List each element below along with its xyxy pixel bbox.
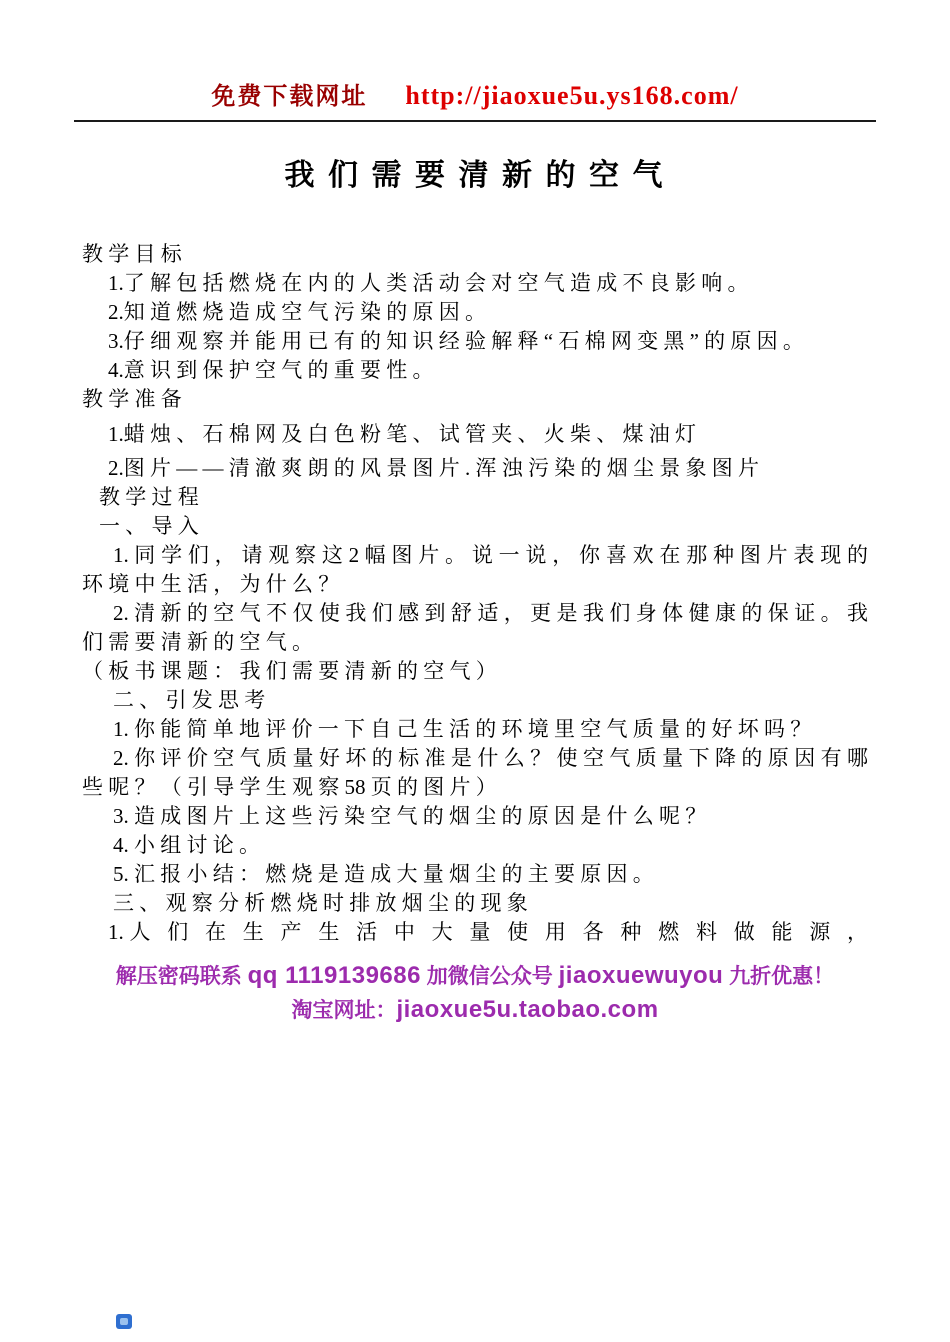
paragraph: 2.知 道 燃 烧 造 成 空 气 污 染 的 原 因 。 bbox=[108, 300, 486, 324]
paragraph: 4. 小 组 讨 论 。 bbox=[113, 833, 260, 857]
paragraph: 3.仔 细 观 察 并 能 用 已 有 的 知 识 经 验 解 释 “ 石 棉 网 变 黑 ” 的 原 因 。 bbox=[108, 329, 804, 353]
document-title: 我 们 需 要 清 新 的 空 气 bbox=[284, 159, 666, 192]
footer-wechat-account: jiaoxuewuyou bbox=[558, 962, 724, 989]
paragraph: 一 、 导 入 bbox=[99, 514, 199, 538]
paragraph: 1. 同 学 们 ， 请 观 察 这 2 幅 图 片 。 说 一 说 ， 你 喜 欢 在 那 种 图 片 表 现 的 环 境 中 生 活 ， 为 什 么 ？ bbox=[82, 543, 868, 596]
blue-corner-icon bbox=[116, 1314, 132, 1329]
paragraph: 1.蜡 烛 、 石 棉 网 及 白 色 粉 笔 、 试 管 夹 、 火 柴 、 煤 油 灯 bbox=[108, 422, 696, 446]
paragraph: 5. 汇 报 小 结 ： 燃 烧 是 造 成 大 量 烟 尘 的 主 要 原 因 。 bbox=[113, 862, 654, 886]
paragraph: 2. 你 评 价 空 气 质 量 好 坏 的 标 准 是 什 么 ？ 使 空 气 质 量 下 降 的 原 因 有 哪 些 呢 ？ （ 引 导 学 生 观 察 58 页 的 图 片 ） bbox=[82, 746, 868, 799]
paragraph: 教 学 过 程 bbox=[99, 485, 199, 509]
paragraph: 2.图 片 — — 清 澈 爽 朗 的 风 景 图 片 . 浑 浊 污 染 的 烟 尘 景 象 图 片 bbox=[108, 456, 759, 480]
footer-discount-label: 九折优惠！ bbox=[723, 965, 835, 988]
paragraph: 1.了 解 包 括 燃 烧 在 内 的 人 类 活 动 会 对 空 气 造 成 不 良 影 响 。 bbox=[108, 271, 749, 295]
paragraph: 三 、 观 察 分 析 燃 烧 时 排 放 烟 尘 的 现 象 bbox=[113, 891, 528, 915]
paragraph: 2. 清 新 的 空 气 不 仅 使 我 们 感 到 舒 适 ， 更 是 我 们 身 体 健 康 的 保 证 。 我 们 需 要 清 新 的 空 气 。 bbox=[82, 601, 868, 654]
paragraph: 3. 造 成 图 片 上 这 些 污 染 空 气 的 烟 尘 的 原 因 是 什 么 呢 ？ bbox=[113, 804, 707, 828]
footer-qq-number: qq 1119139686 bbox=[247, 962, 421, 989]
paragraph: 二 、 引 发 思 考 bbox=[113, 688, 266, 712]
document-body bbox=[82, 240, 868, 947]
paragraph: 1. 你 能 简 单 地 评 价 一 下 自 己 生 活 的 环 境 里 空 气 质 量 的 好 坏 吗 ？ bbox=[113, 717, 812, 741]
footer-line-1 bbox=[0, 959, 950, 993]
paragraph: 教 学 目 标 bbox=[82, 242, 182, 266]
page-header bbox=[74, 0, 876, 122]
footer-taobao-url: jiaoxue5u.taobao.com bbox=[396, 996, 659, 1023]
download-url-link[interactable]: http://jiaoxue5u.ys168.com/ bbox=[405, 81, 739, 110]
paragraph: （ 板 书 课 题 ： 我 们 需 要 清 新 的 空 气 ） bbox=[82, 659, 497, 683]
paragraph: 教 学 准 备 bbox=[82, 387, 182, 411]
paragraph: 1.人 们 在 生 产 生 活 中 大 量 使 用 各 种 燃 料 做 能 源 ， bbox=[108, 920, 868, 944]
footer-taobao-label: 淘宝网址： bbox=[291, 999, 397, 1022]
footer-wechat-label: 加微信公众号 bbox=[420, 965, 559, 988]
paragraph: 4.意 识 到 保 护 空 气 的 重 要 性 。 bbox=[108, 358, 434, 382]
footer-password-label: 解压密码联系 bbox=[115, 965, 248, 988]
page-footer bbox=[0, 959, 950, 1027]
footer-line-2 bbox=[0, 993, 950, 1027]
download-site-label: 免费下载网址 bbox=[211, 84, 368, 110]
